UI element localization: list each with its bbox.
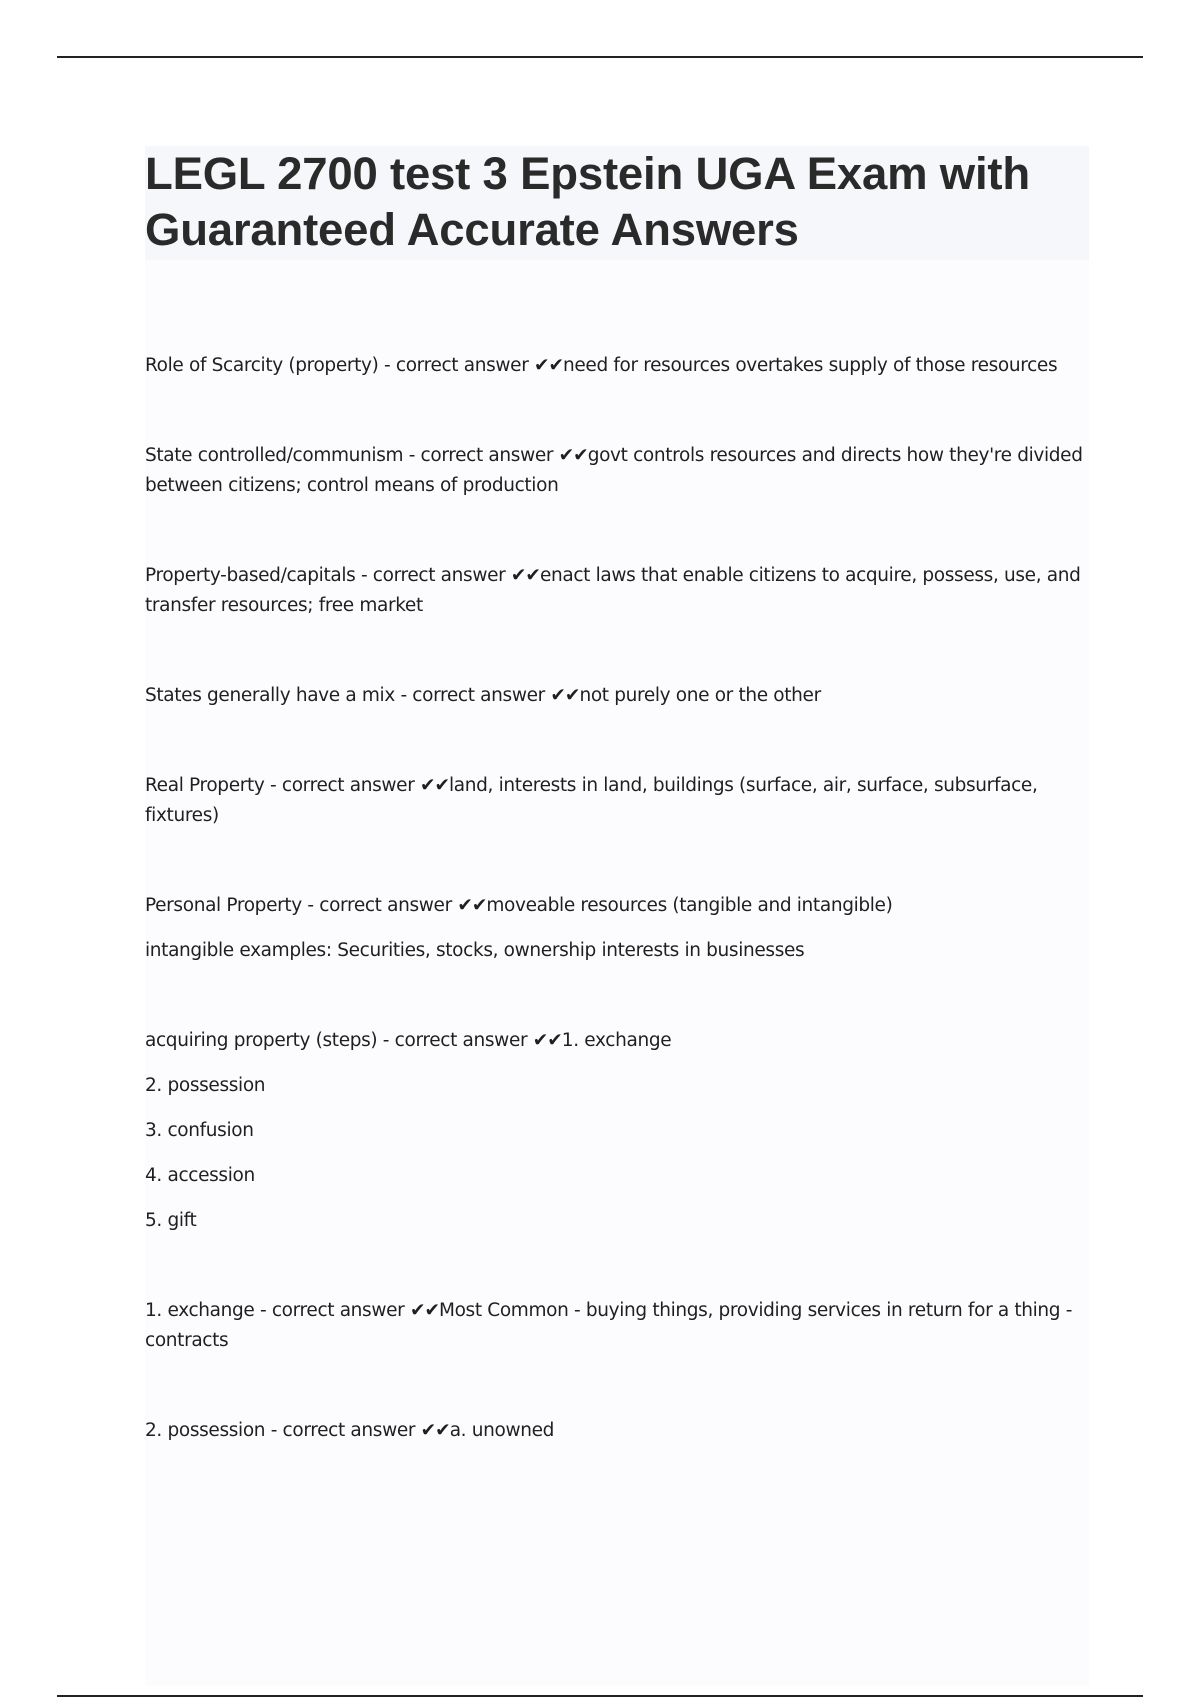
answer-text: not purely one or the other: [579, 685, 821, 706]
question-text: 2. possession: [145, 1420, 266, 1441]
qa-entry: [145, 771, 1089, 831]
top-rule: [57, 56, 1143, 58]
answer-separator: - correct answer: [403, 445, 559, 466]
qa-entry: [145, 441, 1089, 501]
question-text: State controlled/communism: [145, 445, 404, 466]
answer-continuation-line: 5. gift: [145, 1210, 197, 1231]
qa-line: [145, 891, 1089, 921]
qa-list: [145, 351, 1089, 1446]
question-text: Property-based/capitals: [145, 565, 356, 586]
qa-line: [145, 681, 1089, 711]
question-text: 1. exchange: [145, 1300, 255, 1321]
title-block: [145, 146, 1089, 260]
answer-continuation-line: intangible examples: Securities, stocks, ownership interests in businesses: [145, 940, 805, 961]
answer-separator: - correct answer: [378, 355, 534, 376]
qa-entry: [145, 351, 1089, 381]
answer-text: Most Common - buying things, providing services in return for a thing - contracts: [145, 1300, 1073, 1351]
qa-entry: [145, 1026, 1089, 1236]
double-check-icon: ✔✔: [532, 1030, 562, 1051]
double-check-icon: ✔✔: [420, 775, 450, 796]
answer-continuation-line: 4. accession: [145, 1165, 255, 1186]
answer-separator: - correct answer: [254, 1300, 410, 1321]
answer-separator: - correct answer: [265, 1420, 421, 1441]
answer-text: need for resources overtakes supply of those resources: [563, 355, 1058, 376]
answer-separator: - correct answer: [301, 895, 458, 916]
qa-line: [145, 1026, 1089, 1056]
qa-entry: [145, 891, 1089, 966]
question-text: Role of Scarcity (property): [145, 355, 379, 376]
qa-line: [145, 441, 1089, 501]
question-text: Personal Property: [145, 895, 302, 916]
answer-separator: - correct answer: [355, 565, 511, 586]
bottom-rule: [57, 1695, 1143, 1697]
double-check-icon: ✔✔: [550, 685, 580, 706]
question-text: Real Property: [145, 775, 265, 796]
answer-separator: - correct answer: [394, 685, 551, 706]
answer-separator: - correct answer: [264, 775, 420, 796]
qa-entry: [145, 681, 1089, 711]
double-check-icon: ✔✔: [510, 565, 540, 586]
answer-continuation-line: 2. possession: [145, 1075, 266, 1096]
qa-entry: [145, 561, 1089, 621]
answer-text: govt controls resources and directs how they're divided between citizens; control means of production: [145, 445, 1083, 496]
qa-line: [145, 771, 1089, 831]
answer-text: a. unowned: [449, 1420, 555, 1441]
answer-text: land, interests in land, buildings (surface, air, surface, subsurface, fixtures): [145, 775, 1038, 826]
answer-text: moveable resources (tangible and intangible): [486, 895, 893, 916]
question-text: States generally have a mix: [145, 685, 395, 706]
qa-entry: [145, 1416, 1089, 1446]
answer-text: 1. exchange: [561, 1030, 672, 1051]
double-check-icon: ✔✔: [457, 895, 487, 916]
document-page: [145, 146, 1089, 1686]
answer-separator: - correct answer: [377, 1030, 533, 1051]
qa-entry: [145, 1296, 1089, 1356]
question-text: acquiring property (steps): [145, 1030, 378, 1051]
document-title: LEGL 2700 test 3 Epstein UGA Exam with Guaranteed Accurate Answers: [145, 148, 1030, 255]
qa-line: [145, 351, 1089, 381]
answer-continuation-line: 3. confusion: [145, 1120, 254, 1141]
double-check-icon: ✔✔: [558, 445, 588, 466]
qa-line: [145, 561, 1089, 621]
double-check-icon: ✔✔: [533, 355, 563, 376]
qa-line: [145, 1296, 1089, 1356]
qa-line: [145, 1416, 1089, 1446]
double-check-icon: ✔✔: [409, 1300, 439, 1321]
answer-text: enact laws that enable citizens to acquire, possess, use, and transfer resources; free market: [145, 565, 1081, 616]
double-check-icon: ✔✔: [420, 1420, 450, 1441]
